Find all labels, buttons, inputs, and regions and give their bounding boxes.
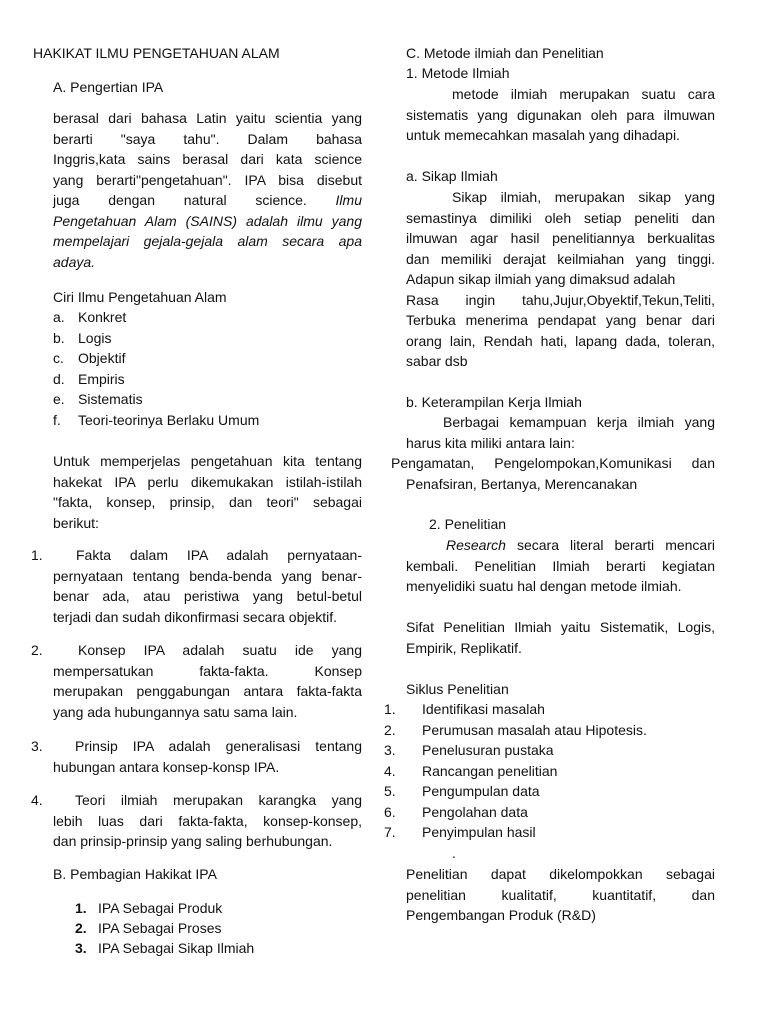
- metode-paragraph: [406, 84, 715, 146]
- list-item: [384, 740, 554, 761]
- text-line: mempelajari gejala-gejala alam secara apa: [53, 233, 362, 249]
- text-line: Penafsiran, Bertanya, Merencanakan: [406, 476, 638, 492]
- list-text: IPA Sebagai Proses: [98, 920, 222, 936]
- text-line: Konsep IPA adalah suatu ide yang: [78, 642, 362, 658]
- item-body: [53, 790, 362, 852]
- list-text: IPA Sebagai Produk: [98, 900, 223, 916]
- section-c-heading: C. Metode ilmiah dan Penelitian: [406, 45, 604, 61]
- text-line: Adapun sikap ilmiah yang dimaksud adalah: [406, 271, 676, 287]
- text-line: pernyataan tentang benda-benda yang benar-: [53, 567, 362, 584]
- text-line: Penelitian dapat dikelompokkan sebagai: [406, 866, 715, 882]
- list-marker: 2.: [75, 920, 87, 936]
- list-marker: 1.: [75, 900, 87, 916]
- kelompok-paragraph: [406, 864, 715, 926]
- text-line: Fakta dalam IPA adalah pernyataan-: [76, 547, 362, 563]
- text-line: menyelidiki suatu hal dengan metode ilmiah.: [406, 578, 682, 594]
- pengertian-paragraph: [53, 108, 362, 272]
- text-line: berarti "saya tahu". Dalam bahasa: [53, 130, 362, 147]
- text-line: Prinsip IPA adalah generalisasi tentang: [75, 738, 362, 754]
- list-marker: f.: [53, 412, 61, 428]
- text-line: sabar dsb: [406, 353, 468, 369]
- text-line: untuk memecahkan masalah yang dihadapi.: [406, 127, 680, 143]
- list-item: [53, 328, 111, 349]
- text-fragment: secara literal berarti mencari: [516, 537, 715, 553]
- text-line: kembali. Penelitian Ilmiah berarti kegiatan: [406, 557, 715, 574]
- list-marker: d.: [53, 371, 65, 387]
- list-marker: 6.: [384, 804, 396, 820]
- list-text: Perumusan masalah atau Hipotesis.: [422, 722, 647, 738]
- list-text: Identifikasi masalah: [422, 701, 545, 717]
- text-line: adaya.: [53, 253, 96, 270]
- list-item: [53, 410, 259, 431]
- text-line: orang lain, Rendah hati, lapang dada, toleran,: [406, 332, 715, 349]
- sifat-paragraph: [406, 617, 715, 658]
- text-line: Sifat Penelitian Ilmiah yaitu Sistematik, Logis,: [406, 619, 715, 635]
- list-item: [75, 918, 221, 939]
- text-line: mempersatukan fakta-fakta. Konsep: [53, 662, 362, 679]
- list-marker: a.: [53, 309, 65, 325]
- text-fragment: juga dengan natural science.: [53, 192, 307, 208]
- text-line: "fakta, konsep, prinsip, dan teori" sebagai: [53, 494, 362, 510]
- list-item: [53, 369, 125, 390]
- item-number: 3.: [31, 738, 43, 754]
- list-marker: 3.: [384, 742, 396, 758]
- list-text: Pengumpulan data: [422, 783, 540, 799]
- istilah-paragraph: [53, 451, 362, 533]
- text-line: semastinya dimiliki oleh setiap peneliti dan: [406, 209, 715, 226]
- item-number: 2.: [31, 642, 43, 658]
- section-b-heading: B. Pembagian Hakikat IPA: [53, 866, 217, 882]
- text-line: lebih luas dari fakta-fakta, konsep-konsep,: [53, 812, 362, 829]
- list-marker: 5.: [384, 783, 396, 799]
- list-item: [53, 307, 126, 328]
- list-text: Teori-teorinya Berlaku Umum: [78, 412, 260, 428]
- list-item: [384, 802, 528, 823]
- item-body: [53, 545, 362, 627]
- text-line: dan prinsip-prinsip yang saling berhubungan.: [53, 833, 333, 849]
- list-item: [384, 781, 540, 802]
- list-text: Logis: [78, 330, 112, 346]
- list-text: Pengolahan data: [422, 804, 528, 820]
- item-body: [53, 736, 362, 777]
- sikap-heading: a. Sikap Ilmiah: [406, 168, 498, 184]
- text-line: Empirik, Replikatif.: [406, 639, 522, 656]
- text-line: Teori ilmiah merupakan karangka yang: [75, 792, 362, 808]
- list-text: Konkret: [78, 309, 127, 325]
- item-number: 4.: [31, 792, 43, 808]
- list-marker: c.: [53, 350, 64, 366]
- list-text: Objektif: [78, 350, 126, 366]
- text-line: [406, 535, 715, 556]
- text-line: [53, 190, 362, 211]
- text-line: hakekat IPA perlu dikemukakan istilah-istilah: [53, 473, 362, 490]
- text-line: hubungan antara konsep-konsp IPA.: [53, 758, 280, 775]
- keterampilan-heading: b. Keterampilan Kerja Ilmiah: [406, 394, 582, 410]
- text-line: harus kita miliki antara lain:: [406, 434, 575, 451]
- list-marker: 3.: [75, 940, 87, 956]
- stray-dot: .: [452, 845, 456, 861]
- list-item: [53, 389, 143, 410]
- section-a-heading: A. Pengertian IPA: [53, 79, 164, 95]
- metode-heading: 1. Metode Ilmiah: [406, 65, 510, 81]
- text-line: Untuk memperjelas pengetahuan kita tentang: [53, 453, 362, 469]
- text-line: Pengembangan Produk (R&D): [406, 907, 596, 923]
- list-item: [384, 822, 536, 843]
- document-title: HAKIKAT ILMU PENGETAHUAN ALAM: [33, 45, 280, 61]
- text-line: benar ada, atau peristiwa yang betul-betul: [53, 588, 362, 604]
- text-line: Pengamatan, Pengelompokan,Komunikasi dan: [391, 455, 715, 471]
- list-text: Rancangan penelitian: [422, 763, 558, 779]
- list-item: [384, 699, 545, 720]
- text-line: Terbuka menerima pendapat yang benar dari: [406, 312, 715, 328]
- keterampilan-paragraph: [406, 412, 715, 453]
- text-line: terjadi dan sudah dikonfirmasi secara objektif.: [53, 608, 338, 625]
- item-body: [53, 640, 362, 722]
- list-text: Penyimpulan hasil: [422, 824, 536, 840]
- text-line: yang ada hubungannya satu sama lain.: [53, 703, 298, 720]
- text-line: dan memiliki derajat keilmiahan yang tinggi.: [406, 250, 715, 267]
- italic-fragment: Research: [446, 537, 506, 553]
- list-marker: 1.: [384, 701, 396, 717]
- text-line: Sikap ilmiah, merupakan sikap yang: [452, 189, 715, 205]
- list-text: Sistematis: [78, 391, 143, 407]
- text-line: Rasa ingin tahu,Jujur,Obyektif,Tekun,Teliti,: [406, 291, 715, 308]
- text-line: yang berarti"pengetahuan". IPA bisa disebut: [53, 171, 362, 188]
- siklus-heading: Siklus Penelitian: [406, 681, 509, 697]
- list-marker: 2.: [384, 722, 396, 738]
- text-line: merupakan penggabungan antara fakta-fakta: [53, 683, 362, 699]
- list-marker: e.: [53, 391, 65, 407]
- sikap-paragraph: [406, 187, 715, 372]
- list-marker: 7.: [384, 824, 396, 840]
- text-line: berasal dari bahasa Latin yaitu scientia yang: [53, 110, 362, 126]
- text-line: Berbagai kemampuan kerja ilmiah yang: [443, 414, 715, 430]
- list-item: [75, 898, 222, 919]
- list-item: [53, 348, 125, 369]
- text-line: sistematis yang digunakan oleh para ilmuwan: [406, 106, 715, 123]
- text-line: penelitian kualitatif, kuantitatif, dan: [406, 886, 715, 903]
- text-line: Pengetahuan Alam (SAINS) adalah ilmu yang: [53, 212, 362, 229]
- list-text: IPA Sebagai Sikap Ilmiah: [98, 940, 255, 956]
- text-line: ilmuwan agar hasil penelitiannya berkualitas: [406, 230, 715, 246]
- list-text: Penelusuran pustaka: [422, 742, 554, 758]
- item-number: 1.: [31, 547, 43, 563]
- penelitian-heading: 2. Penelitian: [429, 516, 507, 532]
- list-item: [75, 938, 254, 959]
- text-line: Inggris,kata sains berasal dari kata science: [53, 151, 362, 167]
- ciri-heading: Ciri Ilmu Pengetahuan Alam: [53, 289, 227, 305]
- list-item: [384, 761, 557, 782]
- list-marker: 4.: [384, 763, 396, 779]
- italic-fragment: Ilmu: [335, 192, 362, 208]
- text-line: berikut:: [53, 514, 99, 531]
- list-item: [384, 720, 647, 741]
- text-line: metode ilmiah merupakan suatu cara: [452, 86, 715, 102]
- list-text: Empiris: [78, 371, 125, 387]
- list-marker: b.: [53, 330, 65, 346]
- penelitian-paragraph: [406, 535, 715, 597]
